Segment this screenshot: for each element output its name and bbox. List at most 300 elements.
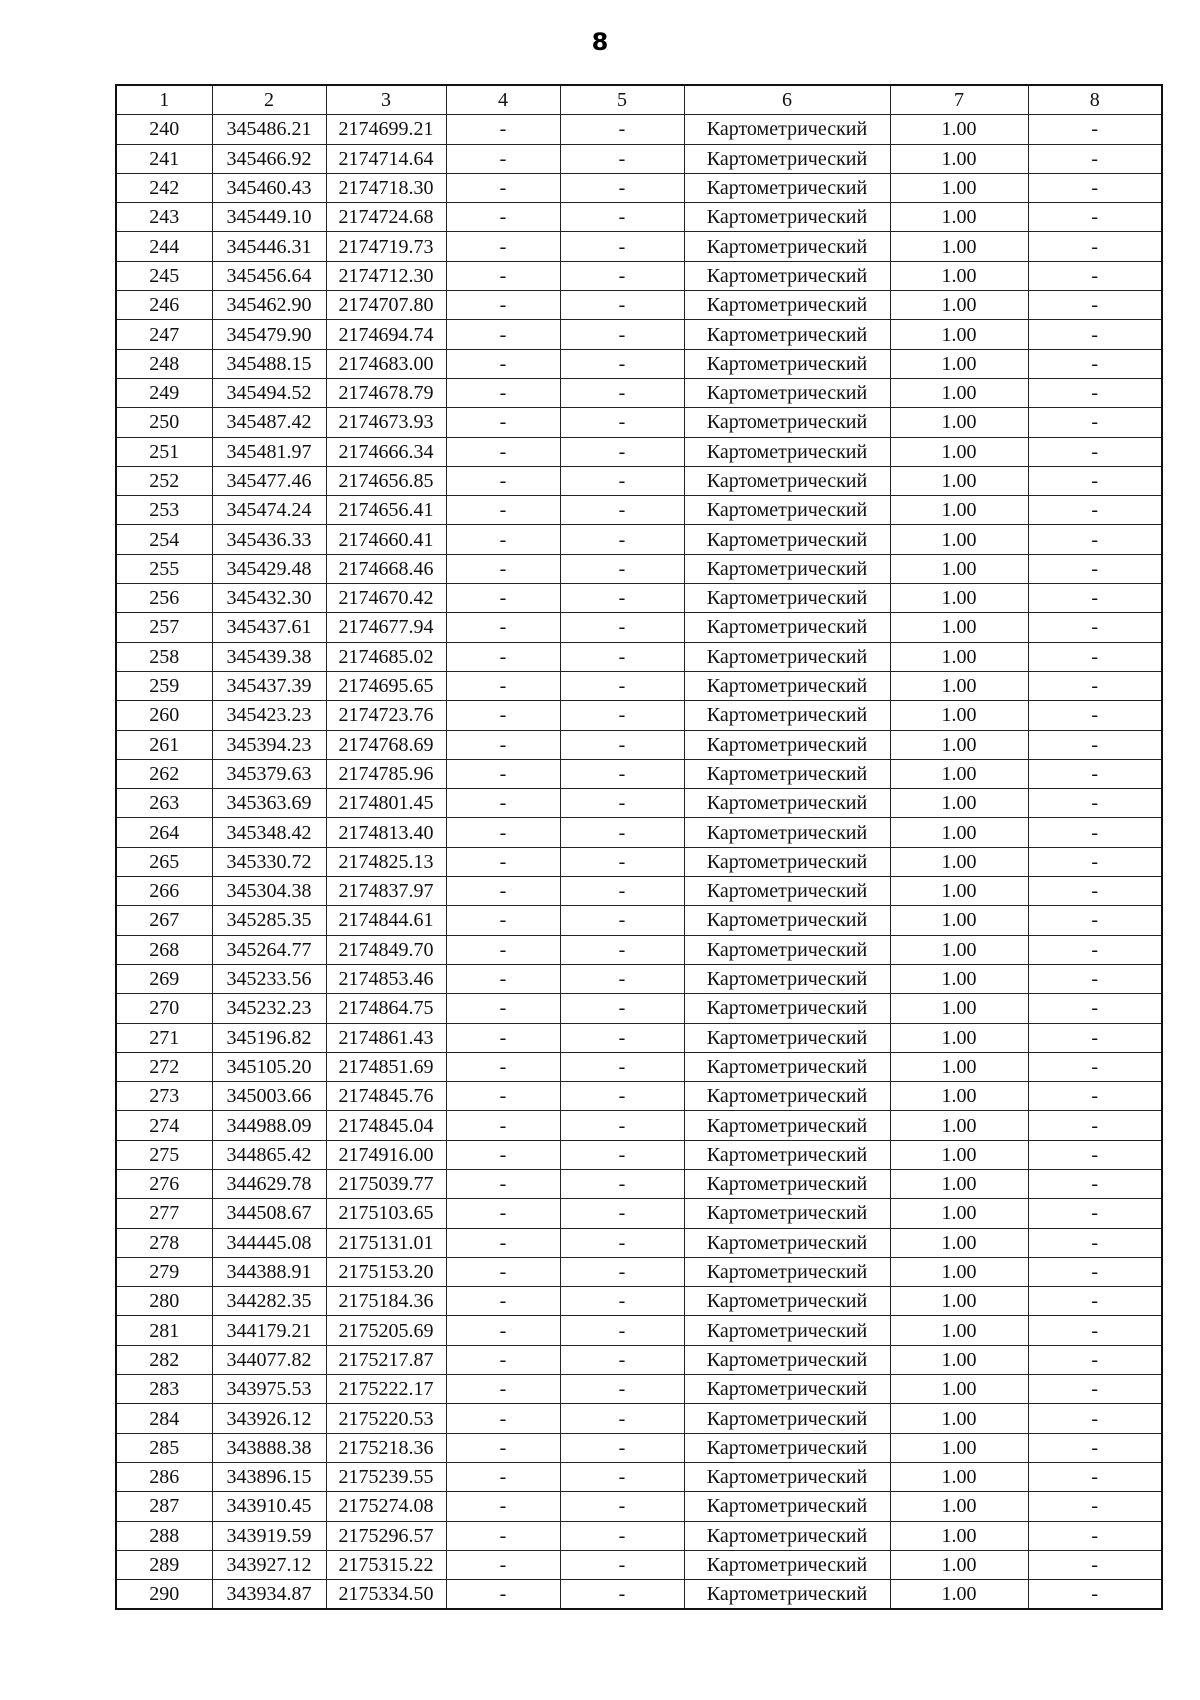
table-row xyxy=(116,408,1162,437)
x-coordinate-cell: 343927.12 xyxy=(212,1550,326,1579)
y-coordinate-cell: 2175222.17 xyxy=(326,1375,446,1404)
y-coordinate-cell: 2174666.34 xyxy=(326,437,446,466)
col8-cell: - xyxy=(1028,1550,1162,1579)
col8-cell: - xyxy=(1028,554,1162,583)
y-coordinate-cell: 2175218.36 xyxy=(326,1433,446,1462)
precision-cell: 1.00 xyxy=(890,1052,1028,1081)
point-number-cell: 280 xyxy=(116,1287,212,1316)
col5-cell: - xyxy=(560,1462,684,1491)
point-number-cell: 242 xyxy=(116,173,212,202)
col4-cell: - xyxy=(446,1375,560,1404)
precision-cell: 1.00 xyxy=(890,1521,1028,1550)
precision-cell: 1.00 xyxy=(890,642,1028,671)
col8-cell: - xyxy=(1028,1228,1162,1257)
col5-cell: - xyxy=(560,1345,684,1374)
table-row xyxy=(116,1287,1162,1316)
col4-cell: - xyxy=(446,877,560,906)
method-cell: Картометрический xyxy=(684,173,890,202)
col4-cell: - xyxy=(446,1257,560,1286)
col8-cell: - xyxy=(1028,320,1162,349)
x-coordinate-cell: 345481.97 xyxy=(212,437,326,466)
point-number-cell: 270 xyxy=(116,994,212,1023)
point-number-cell: 263 xyxy=(116,789,212,818)
col8-cell: - xyxy=(1028,408,1162,437)
point-number-cell: 262 xyxy=(116,759,212,788)
col4-cell: - xyxy=(446,671,560,700)
point-number-cell: 268 xyxy=(116,935,212,964)
precision-cell: 1.00 xyxy=(890,1169,1028,1198)
method-cell: Картометрический xyxy=(684,291,890,320)
precision-cell: 1.00 xyxy=(890,1111,1028,1140)
table-row xyxy=(116,584,1162,613)
precision-cell: 1.00 xyxy=(890,1287,1028,1316)
point-number-cell: 249 xyxy=(116,378,212,407)
col4-cell: - xyxy=(446,759,560,788)
point-number-cell: 244 xyxy=(116,232,212,261)
precision-cell: 1.00 xyxy=(890,1345,1028,1374)
col5-cell: - xyxy=(560,291,684,320)
col8-cell: - xyxy=(1028,1316,1162,1345)
point-number-cell: 247 xyxy=(116,320,212,349)
x-coordinate-cell: 345436.33 xyxy=(212,525,326,554)
col4-cell: - xyxy=(446,1580,560,1610)
col5-cell: - xyxy=(560,584,684,613)
col4-cell: - xyxy=(446,1492,560,1521)
col8-cell: - xyxy=(1028,671,1162,700)
coordinates-table xyxy=(115,84,1163,1610)
x-coordinate-cell: 343888.38 xyxy=(212,1433,326,1462)
col8-cell: - xyxy=(1028,701,1162,730)
point-number-cell: 272 xyxy=(116,1052,212,1081)
column-header: 7 xyxy=(890,85,1028,115)
method-cell: Картометрический xyxy=(684,701,890,730)
col4-cell: - xyxy=(446,437,560,466)
point-number-cell: 287 xyxy=(116,1492,212,1521)
y-coordinate-cell: 2174707.80 xyxy=(326,291,446,320)
x-coordinate-cell: 345330.72 xyxy=(212,847,326,876)
col4-cell: - xyxy=(446,935,560,964)
col8-cell: - xyxy=(1028,466,1162,495)
col5-cell: - xyxy=(560,671,684,700)
column-header: 2 xyxy=(212,85,326,115)
x-coordinate-cell: 345474.24 xyxy=(212,496,326,525)
precision-cell: 1.00 xyxy=(890,1199,1028,1228)
table-row xyxy=(116,1228,1162,1257)
col4-cell: - xyxy=(446,554,560,583)
table-row xyxy=(116,1375,1162,1404)
table-row xyxy=(116,964,1162,993)
x-coordinate-cell: 345488.15 xyxy=(212,349,326,378)
col8-cell: - xyxy=(1028,525,1162,554)
table-row xyxy=(116,232,1162,261)
col4-cell: - xyxy=(446,730,560,759)
table-row xyxy=(116,1169,1162,1198)
col4-cell: - xyxy=(446,1140,560,1169)
precision-cell: 1.00 xyxy=(890,759,1028,788)
x-coordinate-cell: 344445.08 xyxy=(212,1228,326,1257)
col4-cell: - xyxy=(446,1169,560,1198)
method-cell: Картометрический xyxy=(684,496,890,525)
col8-cell: - xyxy=(1028,437,1162,466)
col5-cell: - xyxy=(560,203,684,232)
table-row xyxy=(116,906,1162,935)
table-row xyxy=(116,671,1162,700)
col8-cell: - xyxy=(1028,1023,1162,1052)
col8-cell: - xyxy=(1028,1492,1162,1521)
col4-cell: - xyxy=(446,525,560,554)
table-row xyxy=(116,759,1162,788)
col5-cell: - xyxy=(560,173,684,202)
table-row xyxy=(116,1404,1162,1433)
x-coordinate-cell: 345456.64 xyxy=(212,261,326,290)
col5-cell: - xyxy=(560,496,684,525)
y-coordinate-cell: 2175184.36 xyxy=(326,1287,446,1316)
point-number-cell: 254 xyxy=(116,525,212,554)
y-coordinate-cell: 2174825.13 xyxy=(326,847,446,876)
col8-cell: - xyxy=(1028,1111,1162,1140)
col5-cell: - xyxy=(560,554,684,583)
y-coordinate-cell: 2174723.76 xyxy=(326,701,446,730)
col8-cell: - xyxy=(1028,232,1162,261)
table-row xyxy=(116,730,1162,759)
method-cell: Картометрический xyxy=(684,789,890,818)
col5-cell: - xyxy=(560,1316,684,1345)
table-row xyxy=(116,496,1162,525)
y-coordinate-cell: 2174695.65 xyxy=(326,671,446,700)
col8-cell: - xyxy=(1028,935,1162,964)
col5-cell: - xyxy=(560,1580,684,1610)
column-header: 4 xyxy=(446,85,560,115)
y-coordinate-cell: 2175131.01 xyxy=(326,1228,446,1257)
x-coordinate-cell: 344865.42 xyxy=(212,1140,326,1169)
col8-cell: - xyxy=(1028,964,1162,993)
col4-cell: - xyxy=(446,789,560,818)
precision-cell: 1.00 xyxy=(890,1550,1028,1579)
precision-cell: 1.00 xyxy=(890,935,1028,964)
precision-cell: 1.00 xyxy=(890,173,1028,202)
x-coordinate-cell: 345363.69 xyxy=(212,789,326,818)
column-header: 5 xyxy=(560,85,684,115)
y-coordinate-cell: 2175239.55 xyxy=(326,1462,446,1491)
col8-cell: - xyxy=(1028,291,1162,320)
method-cell: Картометрический xyxy=(684,818,890,847)
col8-cell: - xyxy=(1028,349,1162,378)
y-coordinate-cell: 2175315.22 xyxy=(326,1550,446,1579)
col5-cell: - xyxy=(560,1228,684,1257)
y-coordinate-cell: 2174801.45 xyxy=(326,789,446,818)
method-cell: Картометрический xyxy=(684,730,890,759)
col8-cell: - xyxy=(1028,1404,1162,1433)
table-body xyxy=(116,115,1162,1610)
y-coordinate-cell: 2175334.50 xyxy=(326,1580,446,1610)
col4-cell: - xyxy=(446,1023,560,1052)
method-cell: Картометрический xyxy=(684,1052,890,1081)
col8-cell: - xyxy=(1028,1521,1162,1550)
y-coordinate-cell: 2174660.41 xyxy=(326,525,446,554)
table-row xyxy=(116,1345,1162,1374)
precision-cell: 1.00 xyxy=(890,847,1028,876)
method-cell: Картометрический xyxy=(684,1287,890,1316)
col5-cell: - xyxy=(560,437,684,466)
method-cell: Картометрический xyxy=(684,877,890,906)
method-cell: Картометрический xyxy=(684,1169,890,1198)
point-number-cell: 271 xyxy=(116,1023,212,1052)
precision-cell: 1.00 xyxy=(890,496,1028,525)
point-number-cell: 285 xyxy=(116,1433,212,1462)
point-number-cell: 257 xyxy=(116,613,212,642)
precision-cell: 1.00 xyxy=(890,261,1028,290)
col8-cell: - xyxy=(1028,173,1162,202)
col5-cell: - xyxy=(560,701,684,730)
method-cell: Картометрический xyxy=(684,144,890,173)
col8-cell: - xyxy=(1028,1462,1162,1491)
method-cell: Картометрический xyxy=(684,232,890,261)
method-cell: Картометрический xyxy=(684,408,890,437)
col8-cell: - xyxy=(1028,378,1162,407)
precision-cell: 1.00 xyxy=(890,584,1028,613)
y-coordinate-cell: 2174724.68 xyxy=(326,203,446,232)
method-cell: Картометрический xyxy=(684,320,890,349)
col8-cell: - xyxy=(1028,730,1162,759)
col5-cell: - xyxy=(560,408,684,437)
y-coordinate-cell: 2175153.20 xyxy=(326,1257,446,1286)
point-number-cell: 289 xyxy=(116,1550,212,1579)
precision-cell: 1.00 xyxy=(890,320,1028,349)
col4-cell: - xyxy=(446,994,560,1023)
method-cell: Картометрический xyxy=(684,847,890,876)
x-coordinate-cell: 345462.90 xyxy=(212,291,326,320)
x-coordinate-cell: 345264.77 xyxy=(212,935,326,964)
col5-cell: - xyxy=(560,1111,684,1140)
table-row xyxy=(116,173,1162,202)
x-coordinate-cell: 343934.87 xyxy=(212,1580,326,1610)
col4-cell: - xyxy=(446,320,560,349)
method-cell: Картометрический xyxy=(684,1521,890,1550)
method-cell: Картометрический xyxy=(684,349,890,378)
table-row xyxy=(116,554,1162,583)
point-number-cell: 251 xyxy=(116,437,212,466)
col8-cell: - xyxy=(1028,496,1162,525)
table-row xyxy=(116,1316,1162,1345)
x-coordinate-cell: 344282.35 xyxy=(212,1287,326,1316)
table-row xyxy=(116,144,1162,173)
y-coordinate-cell: 2174719.73 xyxy=(326,232,446,261)
method-cell: Картометрический xyxy=(684,1228,890,1257)
col5-cell: - xyxy=(560,115,684,144)
x-coordinate-cell: 343919.59 xyxy=(212,1521,326,1550)
method-cell: Картометрический xyxy=(684,203,890,232)
x-coordinate-cell: 345487.42 xyxy=(212,408,326,437)
precision-cell: 1.00 xyxy=(890,701,1028,730)
method-cell: Картометрический xyxy=(684,378,890,407)
point-number-cell: 284 xyxy=(116,1404,212,1433)
x-coordinate-cell: 344988.09 xyxy=(212,1111,326,1140)
x-coordinate-cell: 345432.30 xyxy=(212,584,326,613)
point-number-cell: 248 xyxy=(116,349,212,378)
col5-cell: - xyxy=(560,1433,684,1462)
col8-cell: - xyxy=(1028,1287,1162,1316)
col5-cell: - xyxy=(560,320,684,349)
y-coordinate-cell: 2174673.93 xyxy=(326,408,446,437)
col5-cell: - xyxy=(560,349,684,378)
y-coordinate-cell: 2174714.64 xyxy=(326,144,446,173)
col5-cell: - xyxy=(560,847,684,876)
col4-cell: - xyxy=(446,1462,560,1491)
col8-cell: - xyxy=(1028,261,1162,290)
point-number-cell: 290 xyxy=(116,1580,212,1610)
point-number-cell: 243 xyxy=(116,203,212,232)
col8-cell: - xyxy=(1028,906,1162,935)
y-coordinate-cell: 2174853.46 xyxy=(326,964,446,993)
table-row xyxy=(116,1140,1162,1169)
x-coordinate-cell: 345466.92 xyxy=(212,144,326,173)
x-coordinate-cell: 345233.56 xyxy=(212,964,326,993)
point-number-cell: 240 xyxy=(116,115,212,144)
x-coordinate-cell: 345285.35 xyxy=(212,906,326,935)
method-cell: Картометрический xyxy=(684,1257,890,1286)
precision-cell: 1.00 xyxy=(890,525,1028,554)
col5-cell: - xyxy=(560,1023,684,1052)
point-number-cell: 255 xyxy=(116,554,212,583)
col5-cell: - xyxy=(560,1140,684,1169)
method-cell: Картометрический xyxy=(684,1140,890,1169)
col8-cell: - xyxy=(1028,613,1162,642)
col4-cell: - xyxy=(446,964,560,993)
y-coordinate-cell: 2174699.21 xyxy=(326,115,446,144)
point-number-cell: 283 xyxy=(116,1375,212,1404)
col5-cell: - xyxy=(560,525,684,554)
col8-cell: - xyxy=(1028,994,1162,1023)
col4-cell: - xyxy=(446,115,560,144)
method-cell: Картометрический xyxy=(684,1462,890,1491)
precision-cell: 1.00 xyxy=(890,232,1028,261)
table-row xyxy=(116,1082,1162,1111)
table-row xyxy=(116,613,1162,642)
col4-cell: - xyxy=(446,613,560,642)
point-number-cell: 253 xyxy=(116,496,212,525)
x-coordinate-cell: 345449.10 xyxy=(212,203,326,232)
table-row xyxy=(116,818,1162,847)
x-coordinate-cell: 345423.23 xyxy=(212,701,326,730)
col4-cell: - xyxy=(446,232,560,261)
method-cell: Картометрический xyxy=(684,466,890,495)
col5-cell: - xyxy=(560,877,684,906)
col4-cell: - xyxy=(446,496,560,525)
col5-cell: - xyxy=(560,964,684,993)
col4-cell: - xyxy=(446,1082,560,1111)
precision-cell: 1.00 xyxy=(890,466,1028,495)
col8-cell: - xyxy=(1028,759,1162,788)
table-row xyxy=(116,1023,1162,1052)
y-coordinate-cell: 2174678.79 xyxy=(326,378,446,407)
point-number-cell: 286 xyxy=(116,1462,212,1491)
method-cell: Картометрический xyxy=(684,1580,890,1610)
table-row xyxy=(116,789,1162,818)
col8-cell: - xyxy=(1028,847,1162,876)
point-number-cell: 258 xyxy=(116,642,212,671)
y-coordinate-cell: 2174694.74 xyxy=(326,320,446,349)
y-coordinate-cell: 2175274.08 xyxy=(326,1492,446,1521)
y-coordinate-cell: 2174844.61 xyxy=(326,906,446,935)
y-coordinate-cell: 2174668.46 xyxy=(326,554,446,583)
table-row xyxy=(116,1492,1162,1521)
point-number-cell: 279 xyxy=(116,1257,212,1286)
y-coordinate-cell: 2175103.65 xyxy=(326,1199,446,1228)
column-header: 1 xyxy=(116,85,212,115)
precision-cell: 1.00 xyxy=(890,1228,1028,1257)
y-coordinate-cell: 2175039.77 xyxy=(326,1169,446,1198)
method-cell: Картометрический xyxy=(684,1492,890,1521)
point-number-cell: 250 xyxy=(116,408,212,437)
method-cell: Картометрический xyxy=(684,1316,890,1345)
table-row xyxy=(116,1199,1162,1228)
method-cell: Картометрический xyxy=(684,994,890,1023)
table-row xyxy=(116,291,1162,320)
page-number: 8 xyxy=(591,28,609,56)
col4-cell: - xyxy=(446,584,560,613)
precision-cell: 1.00 xyxy=(890,1462,1028,1491)
point-number-cell: 259 xyxy=(116,671,212,700)
point-number-cell: 275 xyxy=(116,1140,212,1169)
col5-cell: - xyxy=(560,1550,684,1579)
x-coordinate-cell: 345429.48 xyxy=(212,554,326,583)
table-row xyxy=(116,320,1162,349)
col5-cell: - xyxy=(560,906,684,935)
col5-cell: - xyxy=(560,1521,684,1550)
x-coordinate-cell: 344077.82 xyxy=(212,1345,326,1374)
col5-cell: - xyxy=(560,935,684,964)
method-cell: Картометрический xyxy=(684,906,890,935)
col5-cell: - xyxy=(560,1287,684,1316)
table-row xyxy=(116,349,1162,378)
y-coordinate-cell: 2174683.00 xyxy=(326,349,446,378)
col5-cell: - xyxy=(560,1169,684,1198)
x-coordinate-cell: 345439.38 xyxy=(212,642,326,671)
method-cell: Картометрический xyxy=(684,642,890,671)
x-coordinate-cell: 345394.23 xyxy=(212,730,326,759)
method-cell: Картометрический xyxy=(684,1082,890,1111)
table-row xyxy=(116,994,1162,1023)
precision-cell: 1.00 xyxy=(890,964,1028,993)
x-coordinate-cell: 345348.42 xyxy=(212,818,326,847)
col5-cell: - xyxy=(560,613,684,642)
table-row xyxy=(116,1462,1162,1491)
table-row xyxy=(116,701,1162,730)
precision-cell: 1.00 xyxy=(890,1023,1028,1052)
method-cell: Картометрический xyxy=(684,554,890,583)
precision-cell: 1.00 xyxy=(890,437,1028,466)
precision-cell: 1.00 xyxy=(890,115,1028,144)
x-coordinate-cell: 344629.78 xyxy=(212,1169,326,1198)
y-coordinate-cell: 2174849.70 xyxy=(326,935,446,964)
method-cell: Картометрический xyxy=(684,671,890,700)
col5-cell: - xyxy=(560,378,684,407)
col5-cell: - xyxy=(560,759,684,788)
y-coordinate-cell: 2174845.76 xyxy=(326,1082,446,1111)
col8-cell: - xyxy=(1028,642,1162,671)
col5-cell: - xyxy=(560,1082,684,1111)
point-number-cell: 245 xyxy=(116,261,212,290)
y-coordinate-cell: 2174656.41 xyxy=(326,496,446,525)
precision-cell: 1.00 xyxy=(890,994,1028,1023)
table-row xyxy=(116,1580,1162,1610)
y-coordinate-cell: 2174845.04 xyxy=(326,1111,446,1140)
y-coordinate-cell: 2174813.40 xyxy=(326,818,446,847)
method-cell: Картометрический xyxy=(684,964,890,993)
x-coordinate-cell: 345003.66 xyxy=(212,1082,326,1111)
col5-cell: - xyxy=(560,466,684,495)
method-cell: Картометрический xyxy=(684,115,890,144)
